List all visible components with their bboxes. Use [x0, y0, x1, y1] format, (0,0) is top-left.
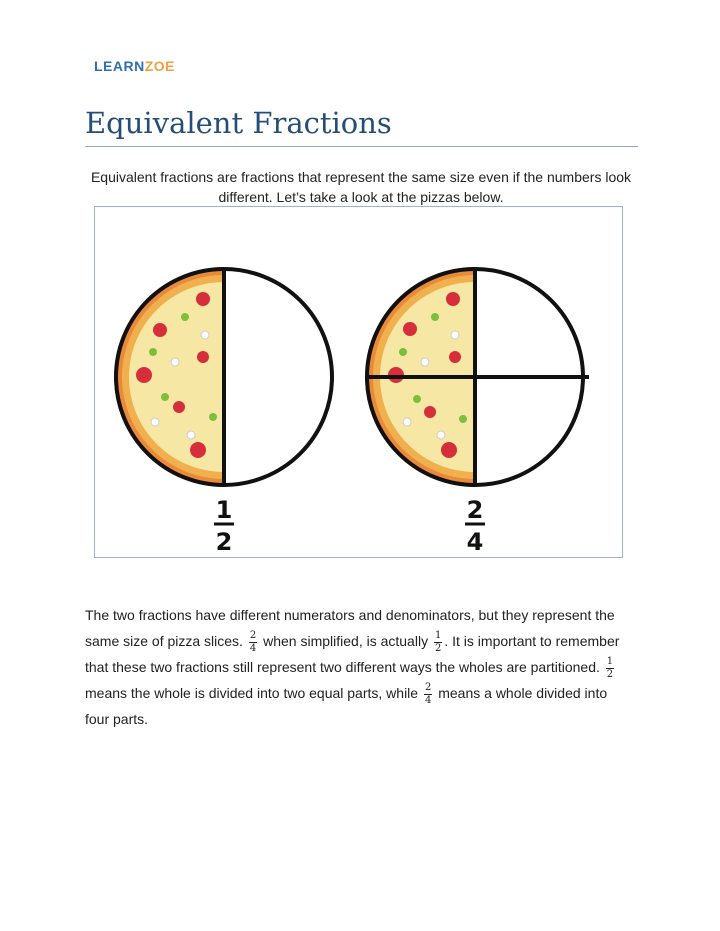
- pizza-figure: [94, 206, 623, 558]
- fraction-denominator: 2: [606, 668, 614, 680]
- fraction-numerator: 1: [606, 655, 614, 667]
- fraction-right-denominator: 4: [466, 528, 484, 556]
- explanation-paragraph: [85, 602, 635, 732]
- paragraph-text-4: means the whole is divided into two equal parts, while: [85, 685, 419, 701]
- fraction-denominator: 4: [424, 694, 432, 706]
- fraction-denominator: 4: [249, 642, 257, 654]
- paragraph-text-3: . It is important to remember that these two fractions still represent two different ways the wholes are partitioned.: [85, 633, 620, 675]
- paragraph-text-2: when simplified, is actually: [263, 633, 429, 649]
- fraction-numerator: 2: [249, 629, 257, 641]
- page-title: Equivalent Fractions: [85, 106, 392, 140]
- fraction-right-numerator: 2: [466, 496, 484, 524]
- logo-part-learn: LEARN: [94, 58, 145, 74]
- inline-fraction: [424, 683, 432, 706]
- fraction-label-left: [214, 496, 234, 556]
- learnzoe-logo: [94, 58, 175, 74]
- fraction-label-right: [465, 496, 485, 556]
- inline-fraction: [434, 631, 442, 654]
- logo-part-zoe: ZOE: [144, 58, 176, 74]
- pizza-illustration: [95, 207, 624, 559]
- fraction-numerator: 2: [424, 681, 432, 693]
- title-underline: [85, 146, 638, 147]
- fraction-denominator: 2: [434, 642, 442, 654]
- paragraph-text-1: The two fractions have different numerators and denominators, but they represent the same size of pizza slices.: [85, 607, 615, 649]
- intro-text: Equivalent fractions are fractions that represent the same size even if the numbers look different. Let’s take a look at the pizzas below.: [90, 169, 632, 205]
- fraction-left-numerator: 1: [215, 496, 233, 524]
- fraction-left-denominator: 2: [215, 528, 233, 556]
- fraction-numerator: 1: [434, 629, 442, 641]
- inline-fraction: [606, 657, 614, 680]
- inline-fraction: [249, 631, 257, 654]
- paragraph-text-5: means a whole divided into four parts.: [85, 685, 608, 727]
